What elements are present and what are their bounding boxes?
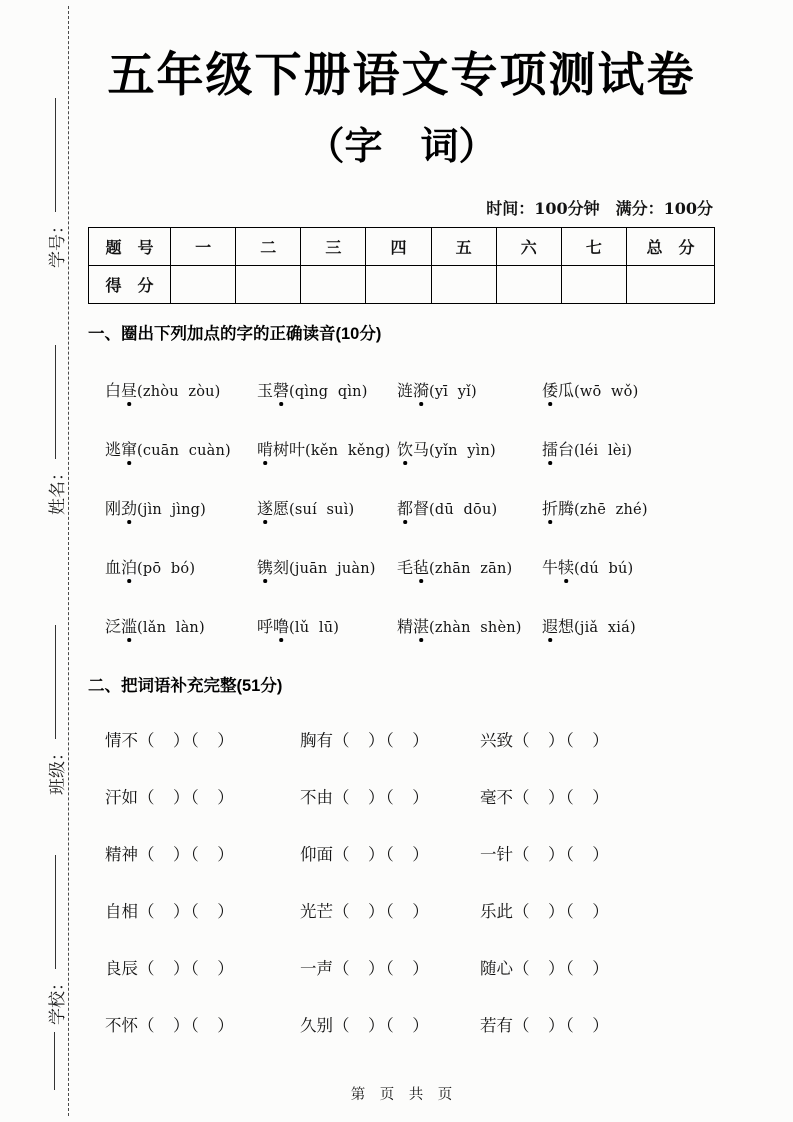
idiom-blanks: （ ）（ ）: [333, 788, 430, 807]
idiom-blanks: （ ）（ ）: [138, 845, 235, 864]
score-table-score-row: [89, 266, 715, 304]
idiom-blank-item: [300, 727, 480, 751]
idiom-stem: 毫不: [480, 788, 513, 807]
char: 树: [273, 439, 290, 459]
dotted-char: 泊: [121, 557, 138, 577]
pronunciation-item: [397, 614, 542, 637]
idiom-blank-item: [105, 898, 300, 922]
idiom-blanks: （ ）（ ）: [333, 1016, 430, 1035]
pinyin-options: (lǔ lū): [289, 619, 340, 636]
score-table-header-cell: 题 号: [89, 228, 171, 266]
dotted-char: 倭: [542, 380, 559, 400]
fill-in-row: [88, 954, 715, 980]
idiom-blank-item: [105, 1012, 300, 1036]
paper-title: 五年级下册语文专项测试卷: [107, 48, 696, 101]
idiom-stem: 精神: [105, 845, 138, 864]
pronunciation-item: [397, 378, 542, 401]
char: 泛: [105, 616, 122, 636]
pronunciation-row: [88, 612, 715, 638]
char: 涟: [397, 380, 414, 400]
dotted-char: 毡: [413, 557, 430, 577]
idiom-blanks: （ ）（ ）: [138, 788, 235, 807]
char: 马: [413, 439, 430, 459]
idiom-blanks: （ ）（ ）: [138, 1016, 235, 1035]
char: 腾: [558, 498, 575, 518]
idiom-blanks: （ ）（ ）: [513, 845, 610, 864]
score-table: [88, 227, 715, 304]
pronunciation-row: [88, 435, 715, 461]
pronunciation-item: [542, 614, 715, 637]
dotted-char: 昼: [121, 380, 138, 400]
char: 牛: [542, 557, 559, 577]
score-table-header-cell: 总 分: [627, 228, 715, 266]
dotted-char: 漪: [413, 380, 430, 400]
pinyin-options: (zhòu zòu): [137, 383, 221, 400]
pronunciation-item: [105, 437, 257, 460]
idiom-blanks: （ ）（ ）: [513, 959, 610, 978]
idiom-blank-item: [480, 841, 715, 865]
pinyin-options: (jìn jìng): [137, 501, 206, 518]
score-table-header-cell: 三: [301, 228, 366, 266]
word-characters: [105, 558, 137, 577]
pinyin-options: (zhān zān): [429, 560, 513, 577]
score-cell-empty: [301, 266, 366, 304]
binding-fold-dashed-line: [68, 6, 69, 1116]
pinyin-options: (dū dōu): [429, 501, 498, 518]
idiom-blanks: （ ）（ ）: [513, 902, 610, 921]
idiom-stem: 一针: [480, 845, 513, 864]
idiom-blanks: （ ）（ ）: [513, 1016, 610, 1035]
pronunciation-item: [257, 614, 397, 637]
idiom-blank-item: [105, 784, 300, 808]
pinyin-options: (yǐn yìn): [429, 442, 496, 459]
idiom-stem: 若有: [480, 1016, 513, 1035]
score-cell-empty: [171, 266, 236, 304]
idiom-blanks: （ ）（ ）: [333, 845, 430, 864]
dotted-char: 折: [542, 498, 559, 518]
score-cell-empty: [496, 266, 561, 304]
section-one-rows: [88, 376, 715, 638]
fill-in-row: [88, 726, 715, 752]
pinyin-options: (cuān cuàn): [137, 442, 231, 459]
fill-in-row: [88, 897, 715, 923]
seal-field: [44, 98, 66, 268]
idiom-blank-item: [300, 1012, 480, 1036]
idiom-stem: 汗如: [105, 788, 138, 807]
pinyin-options: (juān juàn): [289, 560, 376, 577]
idiom-stem: 乐此: [480, 902, 513, 921]
idiom-blank-item: [300, 898, 480, 922]
pronunciation-item: [397, 437, 542, 460]
pronunciation-item: [542, 437, 715, 460]
pinyin-options: (zhē zhé): [574, 501, 648, 518]
idiom-stem: 光芒: [300, 902, 333, 921]
pinyin-options: (jiǎ xiá): [574, 619, 636, 636]
time-and-score-info: 时间：100分钟 满分：100分: [486, 199, 713, 218]
seal-field-blank-line: [55, 625, 56, 739]
idiom-blank-item: [480, 898, 715, 922]
pronunciation-item: [257, 555, 397, 578]
word-characters: [257, 381, 289, 400]
word-characters: [257, 499, 289, 518]
idiom-stem: 不怀: [105, 1016, 138, 1035]
char: 瓜: [558, 380, 575, 400]
idiom-stem: 不由: [300, 788, 333, 807]
char: 血: [105, 557, 122, 577]
pinyin-options: (suí suì): [289, 501, 355, 518]
score-cell-empty: [366, 266, 431, 304]
char: 想: [558, 616, 575, 636]
idiom-blank-item: [480, 955, 715, 979]
idiom-blank-item: [300, 841, 480, 865]
word-characters: [105, 499, 137, 518]
idiom-blank-item: [105, 841, 300, 865]
word-characters: [542, 499, 574, 518]
char: 毛: [397, 557, 414, 577]
paper-subtitle: （字 词）: [306, 126, 497, 168]
seal-field-label: 学号：: [47, 217, 68, 268]
pronunciation-item: [257, 437, 397, 460]
dotted-char: 噜: [273, 616, 290, 636]
idiom-blank-item: [105, 955, 300, 979]
dotted-char: 湛: [413, 616, 430, 636]
seal-field-label: 班级：: [47, 744, 68, 795]
dotted-char: 啃: [257, 439, 274, 459]
pinyin-options: (yī yǐ): [429, 383, 477, 400]
dotted-char: 遂: [257, 498, 274, 518]
word-characters: [257, 440, 305, 459]
idiom-blanks: （ ）（ ）: [333, 959, 430, 978]
dotted-char: 劲: [121, 498, 138, 518]
score-table-header-row: [89, 228, 715, 266]
char: 白: [105, 380, 122, 400]
fill-in-row: [88, 840, 715, 866]
pinyin-options: (léi lèi): [574, 442, 633, 459]
idiom-stem: 胸有: [300, 731, 333, 750]
word-characters: [542, 617, 574, 636]
pinyin-options: (lǎn làn): [137, 619, 205, 636]
idiom-stem: 仰面: [300, 845, 333, 864]
char: 刻: [273, 557, 290, 577]
seal-field: [44, 625, 66, 795]
idiom-blank-item: [300, 784, 480, 808]
char: 玉: [257, 380, 274, 400]
char: 呼: [257, 616, 274, 636]
dotted-char: 擂: [542, 439, 559, 459]
word-characters: [257, 617, 289, 636]
pronunciation-item: [542, 555, 715, 578]
seal-field: [44, 855, 66, 1025]
idiom-blank-item: [480, 784, 715, 808]
idiom-stem: 随心: [480, 959, 513, 978]
seal-field: [44, 345, 66, 515]
idiom-stem: 良辰: [105, 959, 138, 978]
seal-field-label: 姓名：: [47, 464, 68, 515]
pinyin-options: (qìng qìn): [289, 383, 368, 400]
score-cell-empty: [236, 266, 301, 304]
char: 愿: [273, 498, 290, 518]
dotted-char: 犊: [558, 557, 575, 577]
seal-margin: [0, 0, 80, 1122]
char: 逃: [105, 439, 122, 459]
word-characters: [542, 558, 574, 577]
score-row-label: 得 分: [89, 266, 171, 304]
idiom-blanks: （ ）（ ）: [513, 788, 610, 807]
paper-content: [88, 0, 715, 1037]
dotted-char: 遐: [542, 616, 559, 636]
word-characters: [105, 617, 137, 636]
fill-in-row: [88, 1011, 715, 1037]
pinyin-options: (dú bú): [574, 560, 634, 577]
seal-field-blank-line: [55, 855, 56, 969]
word-characters: [397, 381, 429, 400]
word-characters: [542, 440, 574, 459]
score-cell-empty: [561, 266, 626, 304]
word-characters: [542, 381, 574, 400]
dotted-char: 窜: [121, 439, 138, 459]
seal-field-blank-line: [54, 1032, 55, 1090]
score-cell-empty: [431, 266, 496, 304]
dotted-char: 镌: [257, 557, 274, 577]
section-two-heading: 二、把词语补充完整(51分): [88, 677, 283, 695]
page-footer: 第 页 共 页: [350, 1087, 453, 1103]
char: 精: [397, 616, 414, 636]
idiom-blank-item: [300, 955, 480, 979]
word-characters: [257, 558, 289, 577]
idiom-blank-item: [480, 1012, 715, 1036]
pronunciation-row: [88, 376, 715, 402]
word-characters: [397, 617, 429, 636]
fill-in-row: [88, 783, 715, 809]
idiom-stem: 一声: [300, 959, 333, 978]
word-characters: [105, 381, 137, 400]
section-one-heading: 一、圈出下列加点的字的正确读音(10分): [88, 325, 382, 343]
pronunciation-item: [105, 378, 257, 401]
pronunciation-row: [88, 553, 715, 579]
idiom-stem: 情不: [105, 731, 138, 750]
dotted-char: 滥: [121, 616, 138, 636]
seal-field-blank-line: [55, 98, 56, 212]
word-characters: [397, 499, 429, 518]
pronunciation-item: [397, 555, 542, 578]
seal-field-blank-line: [55, 345, 56, 459]
idiom-blanks: （ ）（ ）: [333, 731, 430, 750]
pronunciation-item: [257, 378, 397, 401]
pronunciation-item: [542, 496, 715, 519]
pinyin-options: (kěn kěng): [305, 442, 391, 459]
score-table-header-cell: 六: [496, 228, 561, 266]
idiom-stem: 久别: [300, 1016, 333, 1035]
pinyin-options: (pō bó): [137, 560, 196, 577]
idiom-blanks: （ ）（ ）: [138, 731, 235, 750]
pronunciation-item: [105, 614, 257, 637]
idiom-blanks: （ ）（ ）: [138, 959, 235, 978]
score-table-header-cell: 七: [561, 228, 626, 266]
char: 刚: [105, 498, 122, 518]
word-characters: [397, 440, 429, 459]
idiom-blanks: （ ）（ ）: [138, 902, 235, 921]
char: 台: [558, 439, 575, 459]
score-table-header-cell: 二: [236, 228, 301, 266]
score-table-header-cell: 四: [366, 228, 431, 266]
dotted-char: 磬: [273, 380, 290, 400]
idiom-blanks: （ ）（ ）: [333, 902, 430, 921]
pronunciation-item: [105, 555, 257, 578]
pronunciation-item: [542, 378, 715, 401]
idiom-blank-item: [480, 727, 715, 751]
pronunciation-row: [88, 494, 715, 520]
pronunciation-item: [397, 496, 542, 519]
seal-field-label: 学校：: [47, 974, 68, 1025]
section-two-rows: [88, 726, 715, 1037]
idiom-stem: 自相: [105, 902, 138, 921]
dotted-char: 都: [397, 498, 414, 518]
pinyin-options: (wō wǒ): [574, 383, 639, 400]
idiom-blank-item: [105, 727, 300, 751]
pronunciation-item: [257, 496, 397, 519]
pronunciation-item: [105, 496, 257, 519]
score-cell-empty: [627, 266, 715, 304]
score-table-header-cell: 五: [431, 228, 496, 266]
char: 督: [413, 498, 430, 518]
dotted-char: 饮: [397, 439, 414, 459]
idiom-stem: 兴致: [480, 731, 513, 750]
word-characters: [105, 440, 137, 459]
word-characters: [397, 558, 429, 577]
pinyin-options: (zhàn shèn): [429, 619, 522, 636]
char: 叶: [289, 439, 306, 459]
idiom-blanks: （ ）（ ）: [513, 731, 610, 750]
score-table-header-cell: 一: [171, 228, 236, 266]
